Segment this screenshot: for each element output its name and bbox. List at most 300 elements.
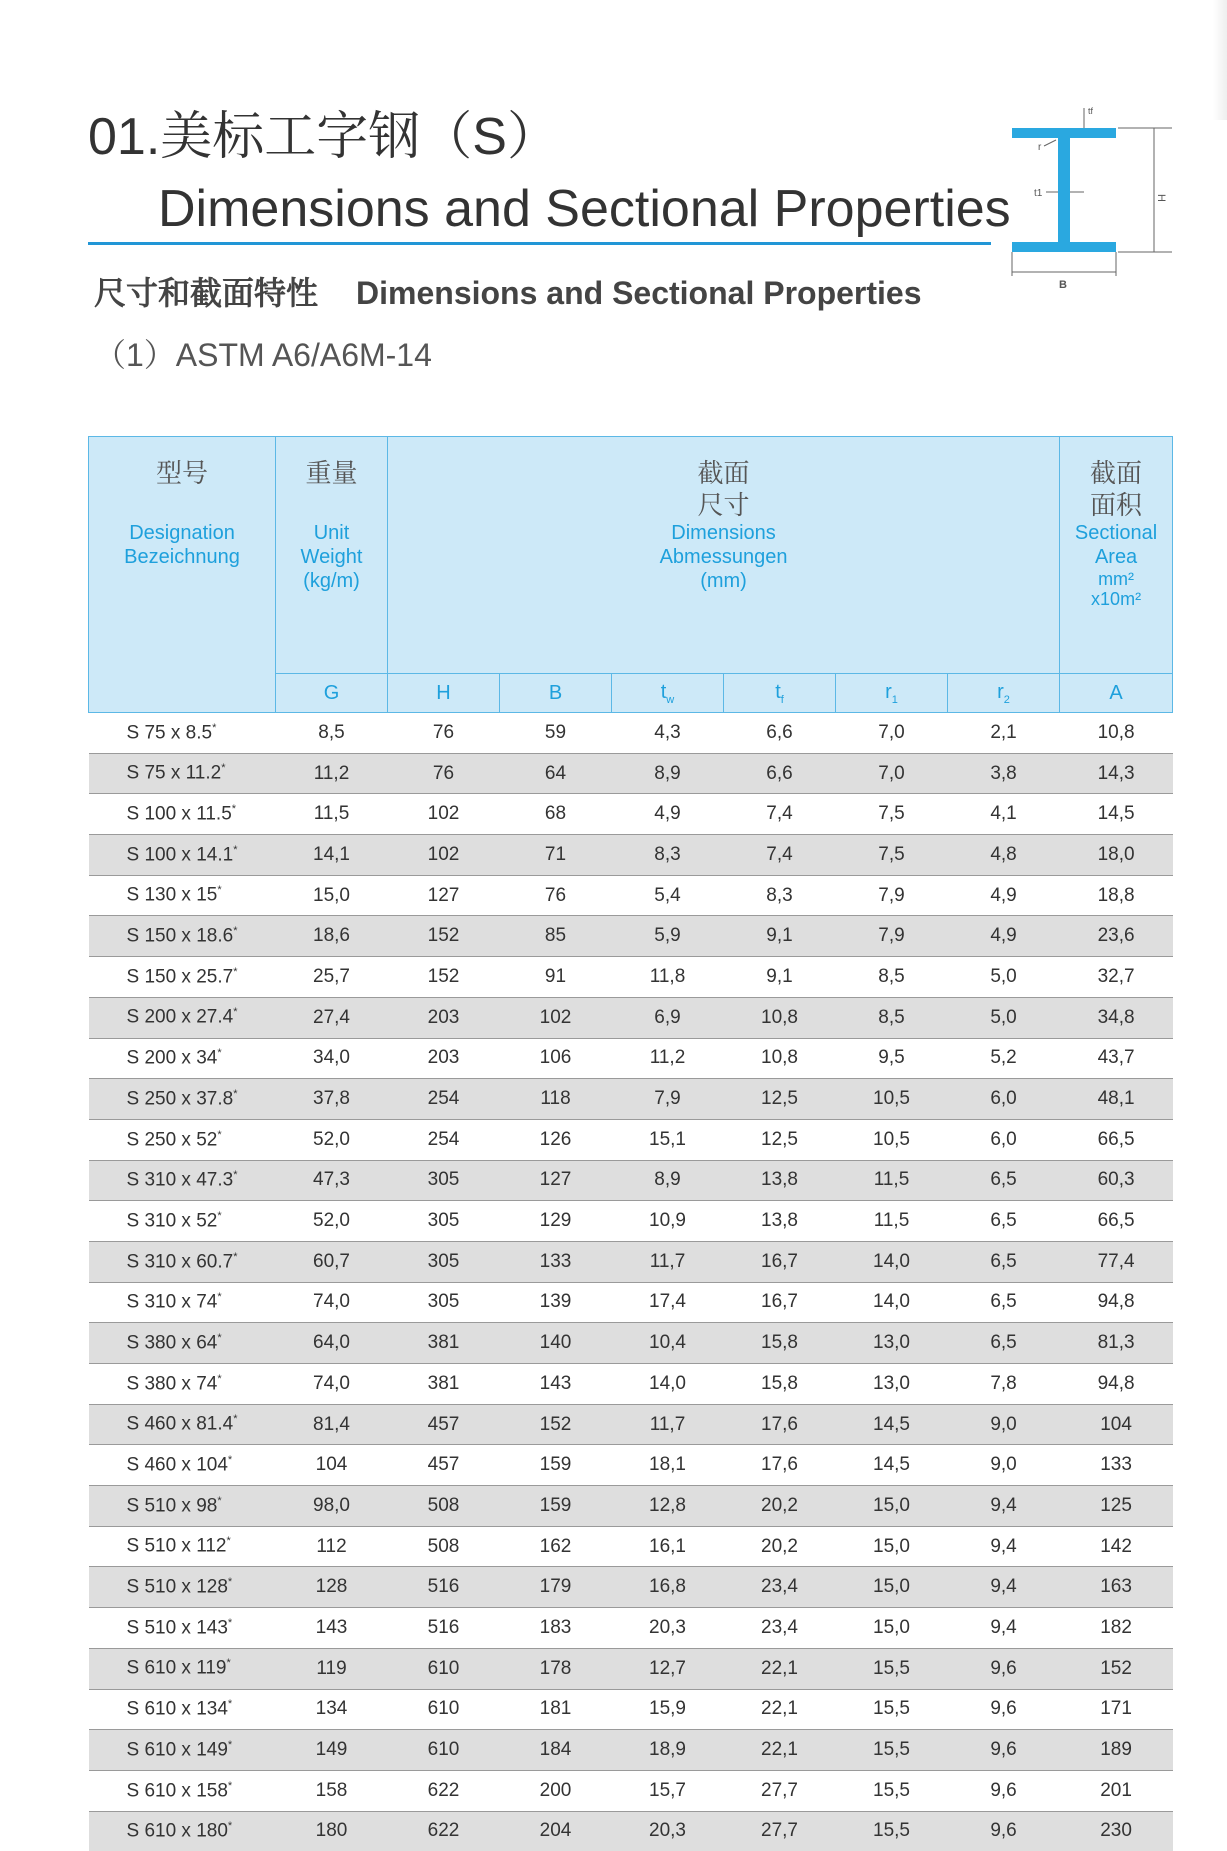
cell-value: 179 [500, 1567, 612, 1608]
header-area-cn2: 面积 [1060, 489, 1172, 521]
cell-designation: S 100 x 14.1* [89, 835, 276, 876]
cell-value: 6,6 [724, 713, 836, 754]
symbol-A: A [1060, 674, 1173, 713]
cell-value: 4,3 [612, 713, 724, 754]
cell-value: 508 [388, 1486, 500, 1527]
cell-value: 15,1 [612, 1119, 724, 1160]
cell-value: 9,4 [948, 1567, 1060, 1608]
cell-value: 22,1 [724, 1689, 836, 1730]
cell-value: 9,0 [948, 1445, 1060, 1486]
cell-value: 76 [500, 875, 612, 916]
symbol-r1: $r_1$ [836, 674, 948, 713]
cell-value: 152 [1060, 1648, 1173, 1689]
cell-value: 76 [388, 753, 500, 794]
table-header [89, 437, 1173, 713]
cell-value: 6,0 [948, 1119, 1060, 1160]
cell-value: 4,9 [612, 794, 724, 835]
header-area [1060, 437, 1173, 674]
cell-value: 37,8 [276, 1079, 388, 1120]
cell-value: 4,9 [948, 916, 1060, 957]
cell-designation: S 310 x 47.3* [89, 1160, 276, 1201]
section-heading-en: Dimensions and Sectional Properties [356, 275, 921, 311]
table-row [89, 835, 1173, 876]
cell-value: 20,2 [724, 1526, 836, 1567]
cell-designation: S 250 x 52* [89, 1119, 276, 1160]
cell-value: 181 [500, 1689, 612, 1730]
cell-value: 305 [388, 1201, 500, 1242]
cell-value: 14,0 [836, 1241, 948, 1282]
cell-designation: S 510 x 98* [89, 1486, 276, 1527]
cell-value: 203 [388, 1038, 500, 1079]
header-area-en2: Area [1060, 545, 1172, 569]
cell-value: 112 [276, 1526, 388, 1567]
cell-value: 184 [500, 1730, 612, 1771]
table-row [89, 957, 1173, 998]
cell-value: 6,5 [948, 1323, 1060, 1364]
cell-value: 127 [388, 875, 500, 916]
cell-value: 9,4 [948, 1526, 1060, 1567]
cell-designation: S 510 x 128* [89, 1567, 276, 1608]
cell-value: 133 [1060, 1445, 1173, 1486]
cell-value: 12,5 [724, 1079, 836, 1120]
cell-value: 203 [388, 997, 500, 1038]
cell-value: 9,4 [948, 1608, 1060, 1649]
cell-value: 133 [500, 1241, 612, 1282]
table-row [89, 753, 1173, 794]
cell-value: 9,5 [836, 1038, 948, 1079]
cell-value: 12,5 [724, 1119, 836, 1160]
cell-value: 15,8 [724, 1323, 836, 1364]
cell-value: 18,6 [276, 916, 388, 957]
cell-value: 15,5 [836, 1648, 948, 1689]
header-weight-en2: Weight [276, 545, 387, 569]
cell-value: 52,0 [276, 1201, 388, 1242]
standard-label: （1）ASTM A6/A6M-14 [94, 330, 432, 380]
cell-value: 516 [388, 1608, 500, 1649]
table-row [89, 1770, 1173, 1811]
cell-value: 14,0 [612, 1364, 724, 1405]
cell-value: 13,0 [836, 1323, 948, 1364]
cell-value: 7,5 [836, 835, 948, 876]
cell-value: 9,1 [724, 916, 836, 957]
cell-value: 64 [500, 753, 612, 794]
cell-value: 34,0 [276, 1038, 388, 1079]
cell-value: 74,0 [276, 1282, 388, 1323]
cell-value: 158 [276, 1770, 388, 1811]
table-row [89, 1079, 1173, 1120]
cell-value: 5,0 [948, 997, 1060, 1038]
header-area-cn1: 截面 [1060, 457, 1172, 489]
cell-value: 22,1 [724, 1648, 836, 1689]
symbol-B: B [500, 674, 612, 713]
cell-value: 17,6 [724, 1404, 836, 1445]
cell-value: 230 [1060, 1811, 1173, 1851]
cell-value: 7,5 [836, 794, 948, 835]
cell-designation: S 510 x 143* [89, 1608, 276, 1649]
cell-designation: S 250 x 37.8* [89, 1079, 276, 1120]
cell-value: 94,8 [1060, 1364, 1173, 1405]
cell-value: 14,5 [836, 1404, 948, 1445]
symbol-tf: $t_f$ [724, 674, 836, 713]
cell-value: 8,5 [276, 713, 388, 754]
cell-value: 17,6 [724, 1445, 836, 1486]
cell-value: 34,8 [1060, 997, 1173, 1038]
cell-value: 14,3 [1060, 753, 1173, 794]
title-underline [88, 242, 991, 245]
cell-value: 129 [500, 1201, 612, 1242]
table-row [89, 1323, 1173, 1364]
cell-value: 189 [1060, 1730, 1173, 1771]
label-tf: tf [1088, 106, 1094, 116]
cell-value: 178 [500, 1648, 612, 1689]
cell-value: 9,6 [948, 1689, 1060, 1730]
header-dimensions-cn2: 尺寸 [388, 489, 1059, 521]
cell-value: 143 [276, 1608, 388, 1649]
cell-value: 10,4 [612, 1323, 724, 1364]
cell-value: 11,2 [612, 1038, 724, 1079]
header-dimensions-en3: (mm) [388, 569, 1059, 593]
cell-value: 23,4 [724, 1567, 836, 1608]
cell-value: 16,7 [724, 1241, 836, 1282]
cell-value: 162 [500, 1526, 612, 1567]
symbol-tw: $t_w$ [612, 674, 724, 713]
cell-designation: S 460 x 104* [89, 1445, 276, 1486]
cell-value: 10,5 [836, 1079, 948, 1120]
header-weight-en3: (kg/m) [276, 569, 387, 593]
cell-value: 7,0 [836, 713, 948, 754]
cell-value: 81,4 [276, 1404, 388, 1445]
cell-value: 15,5 [836, 1730, 948, 1771]
spec-table [88, 436, 1173, 1851]
cell-value: 610 [388, 1648, 500, 1689]
cell-value: 8,3 [724, 875, 836, 916]
table-row [89, 1608, 1173, 1649]
cell-value: 8,5 [836, 997, 948, 1038]
table-row [89, 1038, 1173, 1079]
cell-value: 18,8 [1060, 875, 1173, 916]
cell-value: 60,3 [1060, 1160, 1173, 1201]
cell-value: 15,0 [836, 1608, 948, 1649]
table-row [89, 794, 1173, 835]
cell-value: 13,0 [836, 1364, 948, 1405]
cell-value: 9,6 [948, 1811, 1060, 1851]
cell-value: 68 [500, 794, 612, 835]
table-row [89, 1689, 1173, 1730]
cell-value: 152 [388, 957, 500, 998]
cell-value: 64,0 [276, 1323, 388, 1364]
header-dimensions-cn1: 截面 [388, 457, 1059, 489]
cell-designation: S 380 x 74* [89, 1364, 276, 1405]
table-row [89, 1282, 1173, 1323]
header-designation-cn: 型号 [89, 457, 275, 489]
cell-value: 143 [500, 1364, 612, 1405]
section-heading [94, 268, 922, 318]
cell-value: 171 [1060, 1689, 1173, 1730]
cell-value: 9,4 [948, 1486, 1060, 1527]
page-edge [1213, 0, 1227, 120]
cell-designation: S 510 x 112* [89, 1526, 276, 1567]
cell-value: 11,7 [612, 1404, 724, 1445]
cell-value: 7,0 [836, 753, 948, 794]
cell-value: 159 [500, 1486, 612, 1527]
cell-designation: S 460 x 81.4* [89, 1404, 276, 1445]
cell-value: 23,4 [724, 1608, 836, 1649]
cell-value: 4,9 [948, 875, 1060, 916]
cell-value: 6,5 [948, 1201, 1060, 1242]
table-row [89, 1811, 1173, 1851]
label-r: r [1038, 142, 1042, 153]
header-weight-en1: Unit [276, 521, 387, 545]
cell-value: 76 [388, 713, 500, 754]
cell-value: 7,9 [836, 916, 948, 957]
cell-value: 5,9 [612, 916, 724, 957]
cell-value: 14,0 [836, 1282, 948, 1323]
table-row [89, 1648, 1173, 1689]
cell-value: 15,8 [724, 1364, 836, 1405]
cell-value: 6,9 [612, 997, 724, 1038]
cell-value: 305 [388, 1282, 500, 1323]
cell-value: 381 [388, 1323, 500, 1364]
table-row [89, 1730, 1173, 1771]
cell-value: 16,1 [612, 1526, 724, 1567]
cell-value: 182 [1060, 1608, 1173, 1649]
cell-value: 6,0 [948, 1079, 1060, 1120]
table-row [89, 875, 1173, 916]
cell-designation: S 310 x 52* [89, 1201, 276, 1242]
label-tw: t1 [1034, 188, 1043, 199]
cell-value: 66,5 [1060, 1201, 1173, 1242]
cell-value: 8,3 [612, 835, 724, 876]
i-beam-diagram [1000, 100, 1200, 300]
cell-value: 10,9 [612, 1201, 724, 1242]
cell-designation: S 310 x 60.7* [89, 1241, 276, 1282]
cell-designation: S 150 x 25.7* [89, 957, 276, 998]
cell-value: 9,6 [948, 1648, 1060, 1689]
cell-value: 381 [388, 1364, 500, 1405]
cell-value: 104 [1060, 1404, 1173, 1445]
cell-designation: S 100 x 11.5* [89, 794, 276, 835]
table-row [89, 916, 1173, 957]
table-row [89, 1119, 1173, 1160]
cell-value: 16,8 [612, 1567, 724, 1608]
cell-value: 94,8 [1060, 1282, 1173, 1323]
cell-value: 134 [276, 1689, 388, 1730]
header-area-en4: x10m² [1060, 589, 1172, 609]
cell-value: 127 [500, 1160, 612, 1201]
cell-value: 9,6 [948, 1770, 1060, 1811]
cell-value: 622 [388, 1811, 500, 1851]
cell-value: 183 [500, 1608, 612, 1649]
cell-value: 52,0 [276, 1119, 388, 1160]
cell-value: 125 [1060, 1486, 1173, 1527]
cell-value: 9,1 [724, 957, 836, 998]
cell-value: 254 [388, 1119, 500, 1160]
cell-value: 91 [500, 957, 612, 998]
cell-value: 10,5 [836, 1119, 948, 1160]
cell-value: 14,5 [1060, 794, 1173, 835]
table-row [89, 1160, 1173, 1201]
cell-value: 15,0 [836, 1567, 948, 1608]
cell-value: 23,6 [1060, 916, 1173, 957]
cell-value: 98,0 [276, 1486, 388, 1527]
table-row [89, 1486, 1173, 1527]
cell-value: 74,0 [276, 1364, 388, 1405]
table-row [89, 1445, 1173, 1486]
cell-value: 201 [1060, 1770, 1173, 1811]
cell-value: 8,5 [836, 957, 948, 998]
cell-value: 6,5 [948, 1160, 1060, 1201]
cell-designation: S 200 x 27.4* [89, 997, 276, 1038]
cell-value: 15,5 [836, 1689, 948, 1730]
cell-designation: S 610 x 119* [89, 1648, 276, 1689]
cell-designation: S 610 x 180* [89, 1811, 276, 1851]
cell-value: 9,6 [948, 1730, 1060, 1771]
header-designation [89, 437, 276, 713]
cell-value: 27,7 [724, 1811, 836, 1851]
cell-value: 10,8 [724, 1038, 836, 1079]
bottom-flange [1012, 242, 1116, 252]
cell-value: 102 [388, 835, 500, 876]
cell-value: 106 [500, 1038, 612, 1079]
cell-value: 8,9 [612, 1160, 724, 1201]
cell-value: 11,7 [612, 1241, 724, 1282]
cell-value: 85 [500, 916, 612, 957]
cell-value: 7,4 [724, 794, 836, 835]
web [1058, 138, 1070, 242]
cell-value: 71 [500, 835, 612, 876]
cell-value: 7,9 [836, 875, 948, 916]
cell-value: 11,2 [276, 753, 388, 794]
cell-value: 7,4 [724, 835, 836, 876]
table-row [89, 1404, 1173, 1445]
cell-value: 139 [500, 1282, 612, 1323]
cell-value: 22,1 [724, 1730, 836, 1771]
cell-value: 14,5 [836, 1445, 948, 1486]
cell-value: 18,1 [612, 1445, 724, 1486]
cell-value: 305 [388, 1241, 500, 1282]
header-area-en1: Sectional [1060, 521, 1172, 545]
header-designation-en2: Bezeichnung [89, 545, 275, 569]
cell-value: 4,8 [948, 835, 1060, 876]
cell-value: 200 [500, 1770, 612, 1811]
cell-value: 18,0 [1060, 835, 1173, 876]
symbol-r2: $r_2$ [948, 674, 1060, 713]
label-B: B [1059, 279, 1067, 291]
cell-value: 81,3 [1060, 1323, 1173, 1364]
table-row [89, 713, 1173, 754]
header-dimensions [388, 437, 1060, 674]
page-title-cn: 01.美标工字钢（S） [88, 104, 559, 170]
cell-value: 27,7 [724, 1770, 836, 1811]
cell-value: 11,5 [276, 794, 388, 835]
header-weight [276, 437, 388, 674]
cell-designation: S 610 x 149* [89, 1730, 276, 1771]
cell-value: 152 [388, 916, 500, 957]
cell-designation: S 200 x 34* [89, 1038, 276, 1079]
cell-value: 7,9 [612, 1079, 724, 1120]
cell-value: 6,5 [948, 1282, 1060, 1323]
cell-value: 305 [388, 1160, 500, 1201]
cell-value: 15,9 [612, 1689, 724, 1730]
page-title-en: Dimensions and Sectional Properties [158, 176, 1011, 242]
cell-value: 457 [388, 1445, 500, 1486]
cell-value: 16,7 [724, 1282, 836, 1323]
label-H: H [1155, 194, 1167, 202]
header-designation-en1: Designation [89, 521, 275, 545]
cell-value: 13,8 [724, 1160, 836, 1201]
cell-value: 508 [388, 1526, 500, 1567]
cell-value: 15,5 [836, 1811, 948, 1851]
cell-value: 15,7 [612, 1770, 724, 1811]
cell-value: 60,7 [276, 1241, 388, 1282]
cell-value: 254 [388, 1079, 500, 1120]
cell-value: 13,8 [724, 1201, 836, 1242]
cell-designation: S 75 x 8.5* [89, 713, 276, 754]
cell-value: 11,5 [836, 1160, 948, 1201]
cell-designation: S 310 x 74* [89, 1282, 276, 1323]
cell-value: 159 [500, 1445, 612, 1486]
cell-value: 140 [500, 1323, 612, 1364]
header-area-en3: mm² [1060, 569, 1172, 589]
cell-value: 2,1 [948, 713, 1060, 754]
cell-value: 20,3 [612, 1608, 724, 1649]
cell-designation: S 610 x 134* [89, 1689, 276, 1730]
cell-value: 126 [500, 1119, 612, 1160]
cell-value: 18,9 [612, 1730, 724, 1771]
cell-value: 9,0 [948, 1404, 1060, 1445]
cell-value: 20,3 [612, 1811, 724, 1851]
table-row [89, 1241, 1173, 1282]
table-row [89, 1567, 1173, 1608]
cell-value: 27,4 [276, 997, 388, 1038]
header-weight-cn: 重量 [276, 457, 387, 489]
symbol-H: H [388, 674, 500, 713]
cell-value: 11,5 [836, 1201, 948, 1242]
cell-value: 152 [500, 1404, 612, 1445]
cell-value: 17,4 [612, 1282, 724, 1323]
cell-value: 5,4 [612, 875, 724, 916]
cell-value: 128 [276, 1567, 388, 1608]
cell-value: 516 [388, 1567, 500, 1608]
section-heading-cn: 尺寸和截面特性 [94, 275, 318, 311]
cell-value: 43,7 [1060, 1038, 1173, 1079]
cell-value: 7,8 [948, 1364, 1060, 1405]
cell-value: 5,2 [948, 1038, 1060, 1079]
cell-value: 12,8 [612, 1486, 724, 1527]
table-body [89, 713, 1173, 1851]
cell-value: 102 [500, 997, 612, 1038]
cell-value: 163 [1060, 1567, 1173, 1608]
cell-value: 4,1 [948, 794, 1060, 835]
table-row [89, 997, 1173, 1038]
cell-value: 11,8 [612, 957, 724, 998]
cell-value: 104 [276, 1445, 388, 1486]
cell-value: 5,0 [948, 957, 1060, 998]
cell-value: 47,3 [276, 1160, 388, 1201]
cell-value: 59 [500, 713, 612, 754]
cell-value: 20,2 [724, 1486, 836, 1527]
cell-value: 118 [500, 1079, 612, 1120]
header-dimensions-en1: Dimensions [388, 521, 1059, 545]
cell-designation: S 150 x 18.6* [89, 916, 276, 957]
cell-designation: S 610 x 158* [89, 1770, 276, 1811]
table-row [89, 1526, 1173, 1567]
cell-value: 457 [388, 1404, 500, 1445]
cell-value: 8,9 [612, 753, 724, 794]
cell-value: 142 [1060, 1526, 1173, 1567]
cell-value: 25,7 [276, 957, 388, 998]
symbol-G: G [276, 674, 388, 713]
